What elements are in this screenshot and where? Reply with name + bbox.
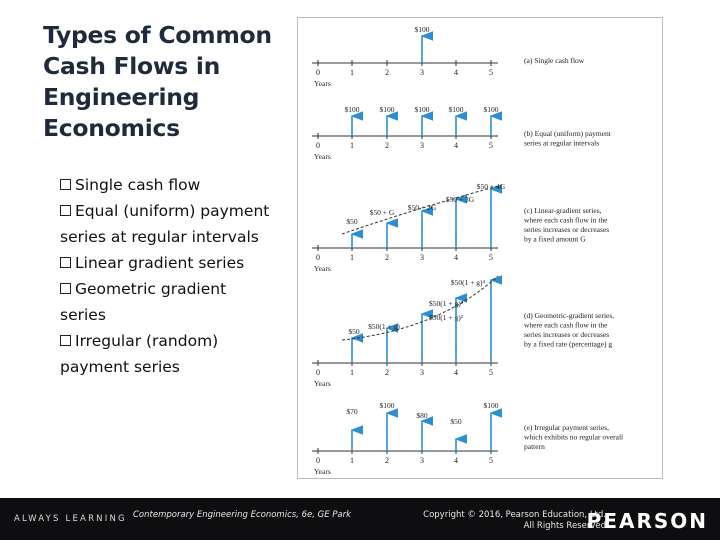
checkbox-bullet-icon bbox=[60, 179, 71, 190]
bullet-item bbox=[60, 276, 275, 328]
panel-caption: (c) Linear-gradient series, bbox=[524, 206, 602, 215]
cash-flow-amount: $100 bbox=[379, 401, 395, 410]
pearson-logo: PEARSON bbox=[586, 509, 708, 533]
cash-flow-amount: $50(1 + g)² bbox=[429, 313, 463, 322]
panel-caption: by a fixed amount G bbox=[524, 234, 586, 244]
slide-title: Types of Common Cash Flows in Engineering Economics bbox=[43, 21, 272, 142]
period-label: 1 bbox=[350, 68, 354, 77]
cash-flow-amount: $50(1 + g) bbox=[368, 322, 400, 331]
footer-bar bbox=[0, 498, 720, 540]
cash-flow-amount: $100 bbox=[344, 105, 360, 114]
period-label: 0 bbox=[316, 68, 320, 77]
panel-caption: series at regular intervals bbox=[524, 138, 600, 148]
panel-caption: where each cash flow in the bbox=[524, 320, 608, 330]
axis-label-years: Years bbox=[314, 79, 331, 88]
cash-flow-amount: $100 bbox=[448, 105, 464, 114]
copyright-line: All Rights Reserved bbox=[523, 521, 606, 531]
period-label: 1 bbox=[350, 456, 354, 465]
cash-flow-amount: $50 + 4G bbox=[476, 182, 506, 191]
cash-flow-amount: $50 + 2G bbox=[407, 203, 437, 212]
cash-flow-amount: $50 bbox=[348, 327, 360, 336]
period-label: 4 bbox=[454, 68, 458, 77]
period-label: 4 bbox=[454, 368, 458, 377]
period-label: 5 bbox=[489, 141, 493, 150]
footer-copyright bbox=[386, 510, 606, 532]
period-label: 5 bbox=[489, 456, 493, 465]
cash-flow-amount: $50(1 + g)⁴ bbox=[450, 278, 486, 287]
period-label: 2 bbox=[385, 141, 389, 150]
bullet-item bbox=[60, 172, 275, 198]
period-label: 5 bbox=[489, 368, 493, 377]
panel-caption: (e) Irregular payment series, bbox=[524, 423, 609, 432]
bullet-list bbox=[60, 172, 275, 380]
period-label: 0 bbox=[316, 253, 320, 262]
bullet-text: Linear gradient series bbox=[75, 254, 245, 272]
period-label: 1 bbox=[350, 368, 354, 377]
period-label: 1 bbox=[350, 141, 354, 150]
cash-flow-amount: $50(1 + g)³ bbox=[429, 299, 463, 308]
period-label: 2 bbox=[385, 368, 389, 377]
cash-flow-amount: $50 bbox=[346, 217, 358, 226]
period-label: 0 bbox=[316, 141, 320, 150]
cash-flow-amount: $100 bbox=[483, 401, 499, 410]
period-label: 3 bbox=[420, 456, 424, 465]
bullet-text: Geometric gradient series bbox=[60, 280, 227, 324]
copyright-line: Copyright © 2016, Pearson Education, Ltd. bbox=[423, 510, 606, 520]
period-label: 3 bbox=[420, 368, 424, 377]
axis-label-years: Years bbox=[314, 264, 331, 273]
bullet-item bbox=[60, 250, 275, 276]
cash-flow-diagrams bbox=[298, 18, 662, 478]
cash-flow-amount: $100 bbox=[379, 105, 395, 114]
cash-flow-amount: $50 + 3G bbox=[445, 195, 475, 204]
bullet-item bbox=[60, 328, 275, 380]
period-label: 4 bbox=[454, 141, 458, 150]
bullet-text: Equal (uniform) payment series at regular intervals bbox=[60, 202, 270, 246]
cash-flow-amount: $50 bbox=[450, 417, 462, 426]
period-label: 1 bbox=[350, 253, 354, 262]
axis-label-years: Years bbox=[314, 152, 331, 161]
panel-caption: (b) Equal (uniform) payment bbox=[524, 129, 611, 138]
cash-flow-amount: $100 bbox=[414, 25, 430, 34]
panel-caption: series increases or decreases bbox=[524, 330, 610, 339]
footer-book-title: Contemporary Engineering Economics, 6e, GE Park bbox=[133, 510, 352, 520]
period-label: 3 bbox=[420, 253, 424, 262]
cash-flow-amount: $100 bbox=[483, 105, 499, 114]
period-label: 0 bbox=[316, 368, 320, 377]
panel-caption: where each cash flow in the bbox=[524, 215, 608, 225]
checkbox-bullet-icon bbox=[60, 335, 71, 346]
period-label: 0 bbox=[316, 456, 320, 465]
cash-flow-amount: $70 bbox=[346, 407, 358, 416]
period-label: 3 bbox=[420, 141, 424, 150]
panel-caption: by a fixed rate (percentage) g bbox=[524, 339, 613, 349]
bullet-text: Single cash flow bbox=[75, 176, 201, 194]
period-label: 2 bbox=[385, 253, 389, 262]
period-label: 2 bbox=[385, 456, 389, 465]
cash-flow-amount: $50 + G bbox=[369, 208, 395, 217]
panel-caption: (a) Single cash flow bbox=[524, 56, 585, 65]
period-label: 5 bbox=[489, 253, 493, 262]
period-label: 4 bbox=[454, 456, 458, 465]
checkbox-bullet-icon bbox=[60, 205, 71, 216]
axis-label-years: Years bbox=[314, 467, 331, 476]
panel-caption: series increases or decreases bbox=[524, 225, 610, 234]
footer-tagline: ALWAYS LEARNING bbox=[14, 514, 127, 524]
period-label: 5 bbox=[489, 68, 493, 77]
axis-label-years: Years bbox=[314, 379, 331, 388]
panel-caption: (d) Geometric-gradient series, bbox=[524, 311, 615, 320]
checkbox-bullet-icon bbox=[60, 257, 71, 268]
cash-flow-amount: $80 bbox=[416, 411, 428, 420]
bullet-text: Irregular (random) payment series bbox=[60, 332, 219, 376]
panel-caption: pattern bbox=[524, 442, 545, 451]
period-label: 2 bbox=[385, 68, 389, 77]
panel-caption: which exhibits no regular overall bbox=[524, 432, 624, 442]
cash-flow-amount: $100 bbox=[414, 105, 430, 114]
period-label: 4 bbox=[454, 253, 458, 262]
period-label: 3 bbox=[420, 68, 424, 77]
bullet-item bbox=[60, 198, 275, 250]
checkbox-bullet-icon bbox=[60, 283, 71, 294]
cash-flow-figure bbox=[297, 17, 663, 479]
